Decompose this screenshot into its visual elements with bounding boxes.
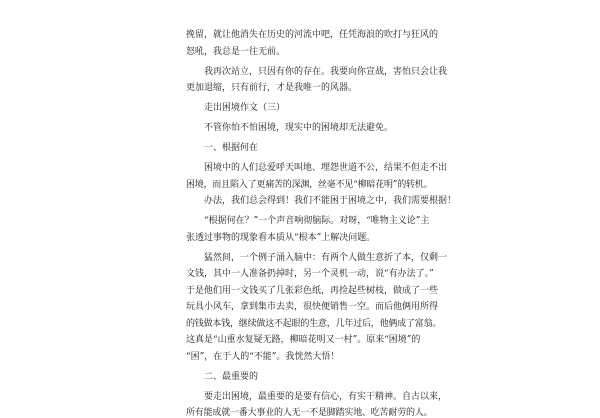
text-line: 这真是“山重水复疑无路，柳暗花明又一村”。原来“困境”的: [186, 336, 418, 345]
text-line: 困境中的人们总爱呼天叫地、埋怨世道不公，结果不但走不出: [186, 164, 418, 173]
text-line: “根据何在？”一个声音响彻脑际。对呀，“唯物主义论”主: [186, 217, 418, 226]
section-title: [186, 104, 418, 113]
paragraph-5: [186, 254, 418, 362]
text-line: 困境，而且陷入了更痛苦的深渊，丝毫不见“柳暗花明”的转机。: [186, 181, 418, 190]
text-line: 办法，我们总会得到！我们不能困于困境之中，我们需要根据！: [186, 197, 418, 206]
heading-2: [186, 373, 418, 382]
paragraph-3: [186, 164, 418, 206]
text-line: 要走出困境，最重要的是要有信心，有实干精神。自古以来，: [186, 393, 418, 402]
text-line: 怒吼，我总是一往无前。: [186, 48, 418, 57]
text-line: 二、最重要的: [186, 373, 418, 382]
text-line: 的钱做本钱，继续做这不起眼的生意，几年过后，他俩成了富翁。: [186, 320, 418, 329]
text-line: 所有能成就一番大事业的人无一不是脚踏实地、吃苦耐劳的人。: [186, 409, 418, 418]
paragraph-intro: [186, 124, 418, 133]
text-line: 于是他们用一文钱买了几张彩色纸，再捡起些树枝，做成了一些: [186, 287, 418, 296]
text-line: 更加退缩，只有前行，才是我唯一的风器。: [186, 84, 418, 93]
text-line: 文钱，其中一人准备扔掉时，另一个灵机一动，说“有办法了。”: [186, 270, 418, 279]
text-line: “困”，在于人的“不能”。我恍然大悟！: [186, 353, 418, 362]
paragraph-1: [186, 31, 418, 57]
paragraph-4: [186, 217, 418, 243]
text-line: 我再次站立，只因有你的存在。我要向你宣战，害怕只会让我: [186, 68, 418, 77]
heading-1: [186, 144, 418, 153]
text-line: 玩具小风车，拿到集市去卖，很快便销售一空。而后他俩用所得: [186, 303, 418, 312]
text-line: 挽留，就让他消失在历史的河流中吧，任凭海浪的吹打与狂风的: [186, 31, 418, 40]
text-line: 一、根据何在: [186, 144, 418, 153]
text-line: 不管你怕不怕困境，现实中的困境却无法避免。: [186, 124, 418, 133]
text-line: 走出困境作文（三）: [186, 104, 418, 113]
document-page: [186, 31, 418, 418]
paragraph-2: [186, 68, 418, 94]
paragraph-6: [186, 393, 418, 418]
text-line: 张透过事物的现象看本质从“根本”上解决问题。: [186, 234, 418, 243]
text-line: 猛然间，一个例子涌入脑中：有两个人做生意折了本，仅剩一: [186, 254, 418, 263]
